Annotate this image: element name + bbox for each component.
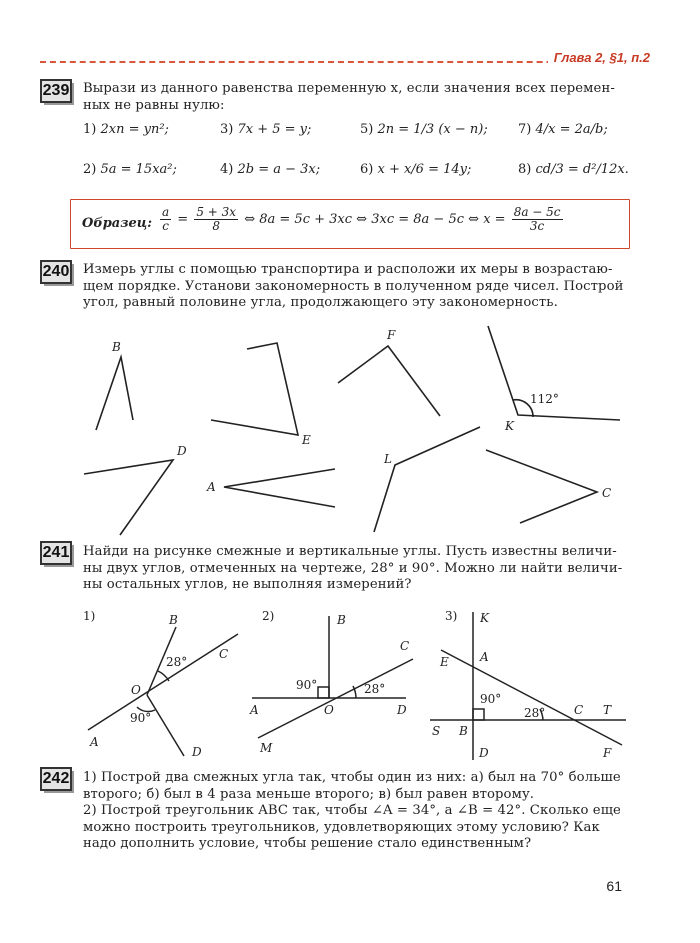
equation-item: 8) cd/3 = d²/12x.: [518, 162, 629, 177]
point-label: M: [260, 741, 273, 755]
task-242-line: 1) Построй два смежных угла так, чтобы один из них: а) был на 70° больше: [83, 770, 621, 785]
task-number-242: 242: [40, 767, 72, 791]
task-240-line: Измерь углы с помощью транспортира и расположи их меры в возрастаю-: [83, 262, 613, 277]
figure-label: 1): [83, 609, 96, 623]
equation-item: 3) 7x + 5 = y;: [220, 122, 312, 137]
fraction: $\frac{5 + 3x}{8}$: [196, 205, 237, 233]
task-239-line: ных не равны нулю:: [83, 97, 225, 113]
task-241-line: Найди на рисунке смежные и вертикальные углы. Пусть известны величи-: [83, 544, 617, 559]
angle-value: 28°: [524, 706, 546, 720]
point-label: E: [440, 655, 449, 669]
point-label: B: [112, 340, 121, 354]
point-label: F: [387, 328, 396, 342]
angle-value: 90°: [130, 711, 152, 725]
equation-item: 6) x + x/6 = 14y;: [360, 162, 472, 177]
angle-value: 28°: [166, 655, 188, 669]
equation-item: 1) 2xn = yn²;: [83, 122, 169, 137]
point-label: A: [480, 650, 489, 664]
point-label: S: [432, 724, 441, 738]
point-label: K: [480, 611, 489, 625]
figure-1: [88, 627, 238, 756]
point-label: K: [505, 419, 514, 433]
task-241-line: ны остальных углов, не выполняя измерений?: [83, 577, 412, 592]
task-239-line: Вырази из данного равенства переменную x, если значения всех перемен-: [83, 81, 615, 96]
page-number: 61: [606, 878, 622, 894]
fraction: $\frac{8a - 5c}{3c}$: [513, 205, 561, 233]
point-label: D: [192, 745, 202, 759]
task-number-239: 239: [40, 79, 72, 103]
figure-2: [252, 616, 413, 738]
angle-value: 90°: [480, 692, 502, 706]
figure-label: 2): [262, 609, 275, 623]
task-242-line: надо дополнить условие, чтобы решение стало единственным?: [83, 836, 532, 851]
task-number-241: 241: [40, 541, 72, 565]
point-label: L: [384, 452, 392, 466]
point-label: E: [302, 433, 311, 447]
chapter-header: Глава 2, §1, п.2: [548, 50, 650, 65]
point-label: F: [603, 746, 612, 760]
equation-item: 5) 2n = 1/3 (x − n);: [360, 122, 488, 137]
point-label: B: [459, 724, 468, 738]
point-label: A: [250, 703, 259, 717]
task-242-line: второго; б) был в 4 раза меньше второго; в) был равен второму.: [83, 786, 535, 802]
point-label: A: [90, 735, 99, 749]
point-label: B: [337, 613, 346, 627]
task-number-240: 240: [40, 260, 72, 284]
task-240-line: щем порядке. Установи закономерность в полученном ряде чисел. Построй: [83, 278, 624, 294]
point-label: O: [324, 703, 334, 717]
task-242-line: 2) Построй треугольник ABC так, чтобы ∠A = 34°, а ∠B = 42°. Сколько еще: [83, 803, 621, 818]
sample-label: Образец:: [82, 216, 153, 231]
angle-value: 90°: [296, 678, 318, 692]
point-label: D: [177, 444, 187, 458]
task-242-text: [83, 770, 621, 853]
sample-equation: $\frac{a}{c}$ = $\frac{5 + 3x}{8}$ ⇔ 8a = 5c + 3xc ⇔ 3xc = 8a − 5c ⇔ x = $\frac{8a - 5c}{3c}$: [162, 205, 561, 233]
point-label: D: [479, 746, 489, 760]
equation-item: 2) 5a = 15xa²;: [83, 162, 177, 177]
point-label: C: [574, 703, 584, 717]
point-label: O: [131, 683, 141, 697]
equation-item: 4) 2b = a − 3x;: [220, 162, 321, 177]
figure-label: 3): [445, 609, 458, 623]
point-label: C: [602, 486, 612, 500]
fraction: $\frac{a}{c}$: [162, 205, 170, 233]
task-242-line: можно построить треугольников, удовлетворяющих этому условию? Как: [83, 819, 600, 835]
point-label: B: [169, 613, 178, 627]
point-label: T: [603, 703, 612, 717]
point-label: C: [400, 639, 410, 653]
equation-item: 7) 4/x = 2a/b;: [518, 122, 608, 137]
point-label: D: [397, 703, 407, 717]
task-240-line: угол, равный половине угла, продолжающего эту закономерность.: [83, 295, 558, 310]
point-label: C: [219, 647, 229, 661]
point-label: A: [207, 480, 216, 494]
angle-value: 28°: [364, 682, 386, 696]
angle-value: 112°: [530, 392, 559, 406]
task-241-line: ны двух углов, отмеченных на чертеже, 28° и 90°. Можно ли найти величи-: [83, 560, 623, 576]
